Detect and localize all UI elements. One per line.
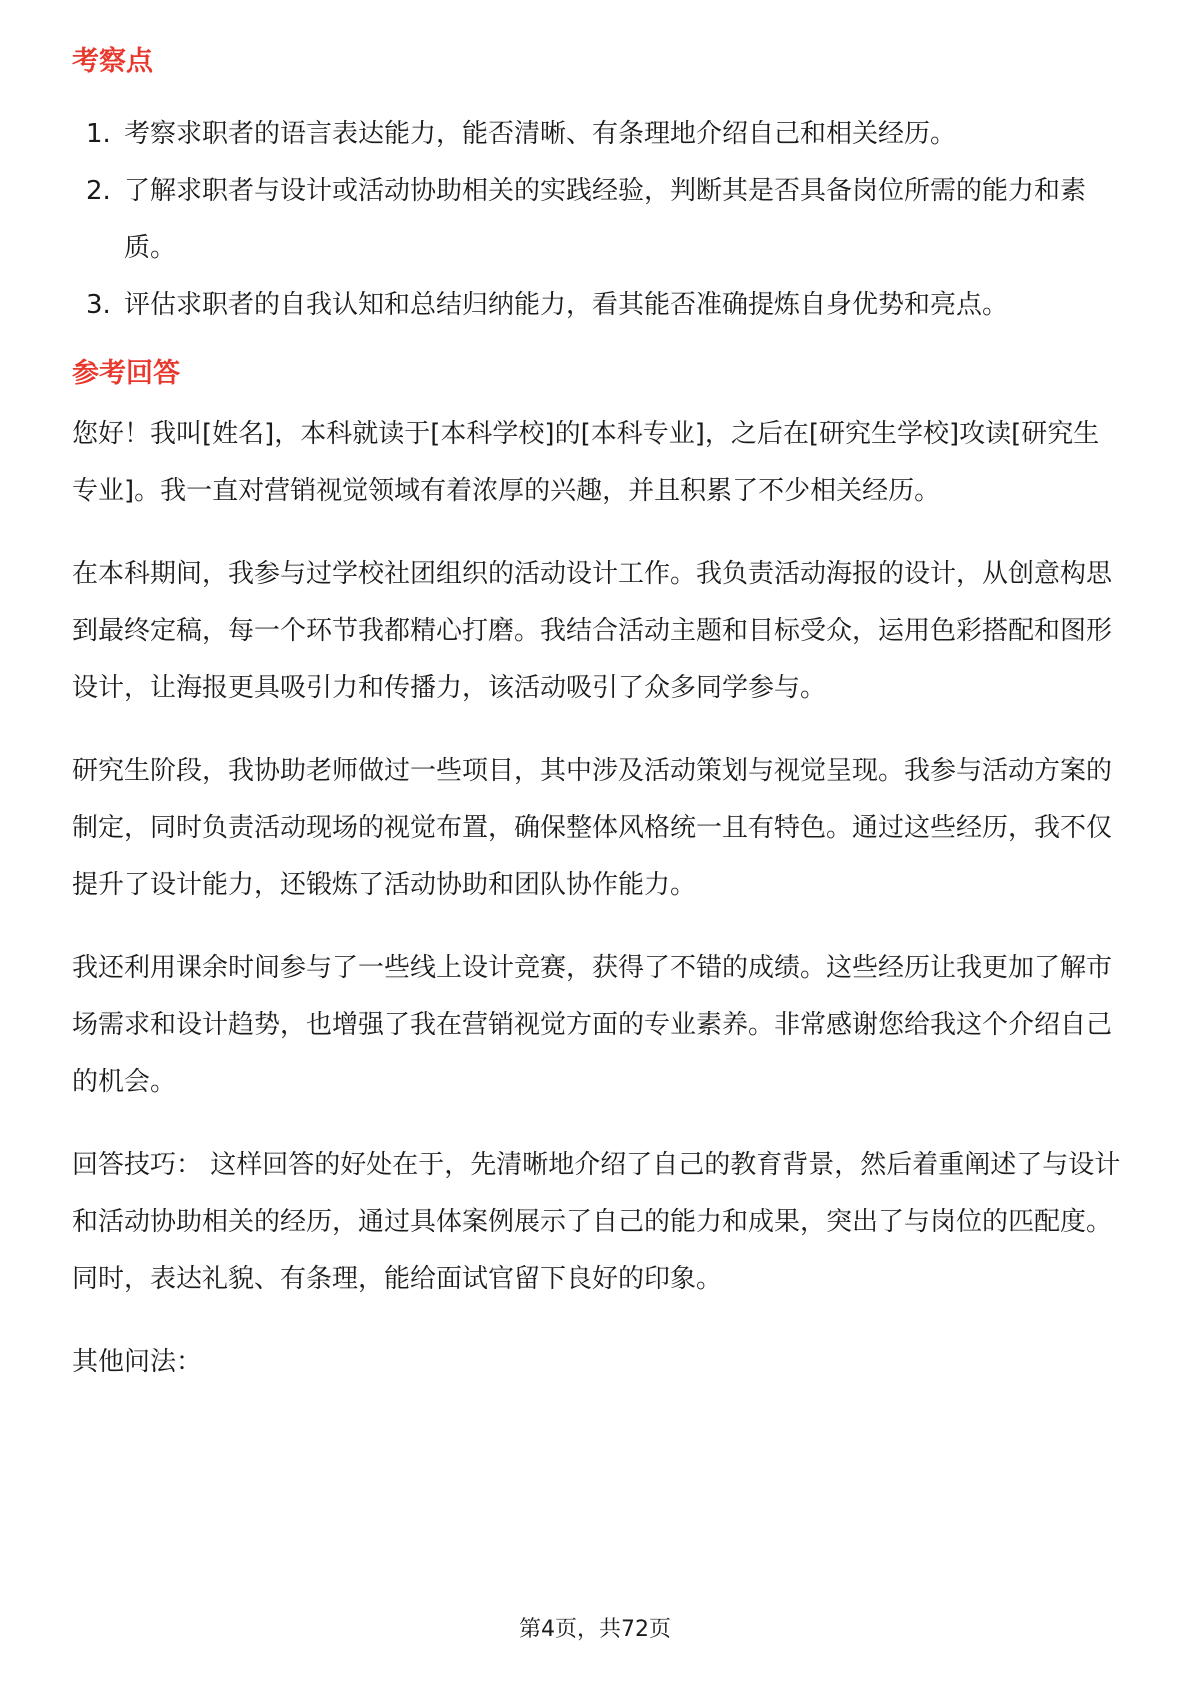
list-item: [72, 277, 1122, 334]
list-item: [72, 163, 1122, 277]
examination-points-list: [72, 106, 1122, 334]
list-item-number: 2.: [86, 176, 111, 206]
list-item: [72, 106, 1122, 163]
document-page: [72, 40, 1122, 1391]
list-item-text: 考察求职者的语言表达能力，能否清晰、有条理地介绍自己和相关经历。: [124, 119, 957, 149]
section-title-examination-points: 考察点: [72, 46, 153, 77]
list-item-number: 1.: [86, 119, 111, 149]
answer-paragraph: 在本科期间，我参与过学校社团组织的活动设计工作。我负责活动海报的设计，从创意构思到最终定稿，每一个环节我都精心打磨。我结合活动主题和目标受众，运用色彩搭配和图形设计，让海报更具吸引力和传播力，该活动吸引了众多同学参与。: [72, 559, 1113, 703]
other-questions-label: 其他问法：: [72, 1347, 203, 1377]
answer-tips-paragraph: 回答技巧： 这样回答的好处在于，先清晰地介绍了自己的教育背景，然后着重阐述了与设计和活动协助相关的经历，通过具体案例展示了自己的能力和成果，突出了与岗位的匹配度。同时，表达礼貌、有条理，能给面试官留下良好的印象。: [72, 1150, 1121, 1294]
list-item-text: 评估求职者的自我认知和总结归纳能力，看其能否准确提炼自身优势和亮点。: [124, 290, 1009, 320]
list-item-text: 了解求职者与设计或活动协助相关的实践经验，判断其是否具备岗位所需的能力和素质。: [124, 176, 1087, 263]
answer-paragraph: 研究生阶段，我协助老师做过一些项目，其中涉及活动策划与视觉呈现。我参与活动方案的制定，同时负责活动现场的视觉布置，确保整体风格统一且有特色。通过这些经历，我不仅提升了设计能力，还锻炼了活动协助和团队协作能力。: [72, 756, 1113, 900]
section-title-reference-answer: 参考回答: [72, 358, 180, 389]
answer-paragraph: 我还利用课余时间参与了一些线上设计竞赛，获得了不错的成绩。这些经历让我更加了解市场需求和设计趋势，也增强了我在营销视觉方面的专业素养。非常感谢您给我这个介绍自己的机会。: [72, 953, 1113, 1097]
list-item-number: 3.: [86, 290, 111, 320]
page-footer: 第4页，共72页: [519, 1617, 671, 1642]
answer-paragraph: 您好！我叫[姓名]，本科就读于[本科学校]的[本科专业]，之后在[研究生学校]攻读[研究生专业]。我一直对营销视觉领域有着浓厚的兴趣，并且积累了不少相关经历。: [72, 419, 1100, 506]
